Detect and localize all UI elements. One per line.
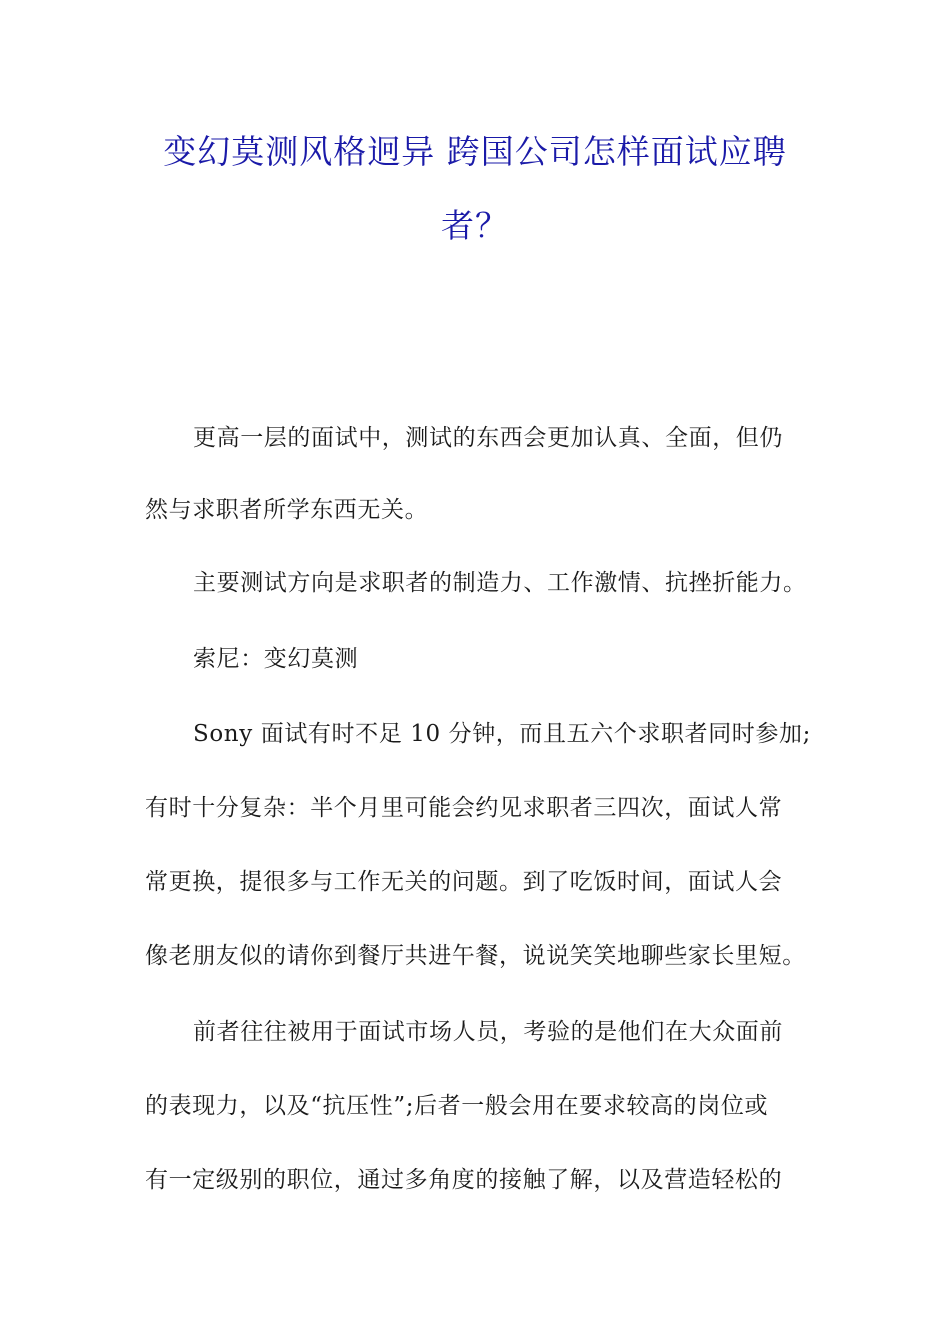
paragraph-3-line-4: 像老朋友似的请你到餐厅共进午餐，说说笑笑地聊些家长里短。 [145,943,806,969]
title-line-1: 变幻莫测风格迥异 跨国公司怎样面试应聘 [163,132,787,171]
paragraph-3-line-3: 常更换，提很多与工作无关的问题。到了吃饭时间，面试人会 [145,869,783,895]
section-heading-sony: 索尼：变幻莫测 [193,646,359,672]
paragraph-2-line-1: 主要测试方向是求职者的制造力、工作激情、抗挫折能力。 [193,570,807,596]
paragraph-4-line-3: 有一定级别的职位，通过多角度的接触了解，以及营造轻松的 [145,1167,783,1193]
paragraph-4-line-2: 的表现力，以及“抗压性”;后者一般会用在要求较高的岗位或 [145,1093,769,1119]
paragraph-3-line-2: 有时十分复杂：半个月里可能会约见求职者三四次，面试人常 [145,795,783,821]
paragraph-4-line-1: 前者往往被用于面试市场人员，考验的是他们在大众面前 [193,1019,783,1045]
title-line-2: 者？ [441,206,509,245]
paragraph-3-line-1: Sony 面试有时不足 10 分钟，而且五六个求职者同时参加; [193,721,811,747]
paragraph-1-line-1: 更高一层的面试中，测试的东西会更加认真、全面，但仍 [193,425,783,451]
paragraph-1-line-2: 然与求职者所学东西无关。 [145,497,429,523]
